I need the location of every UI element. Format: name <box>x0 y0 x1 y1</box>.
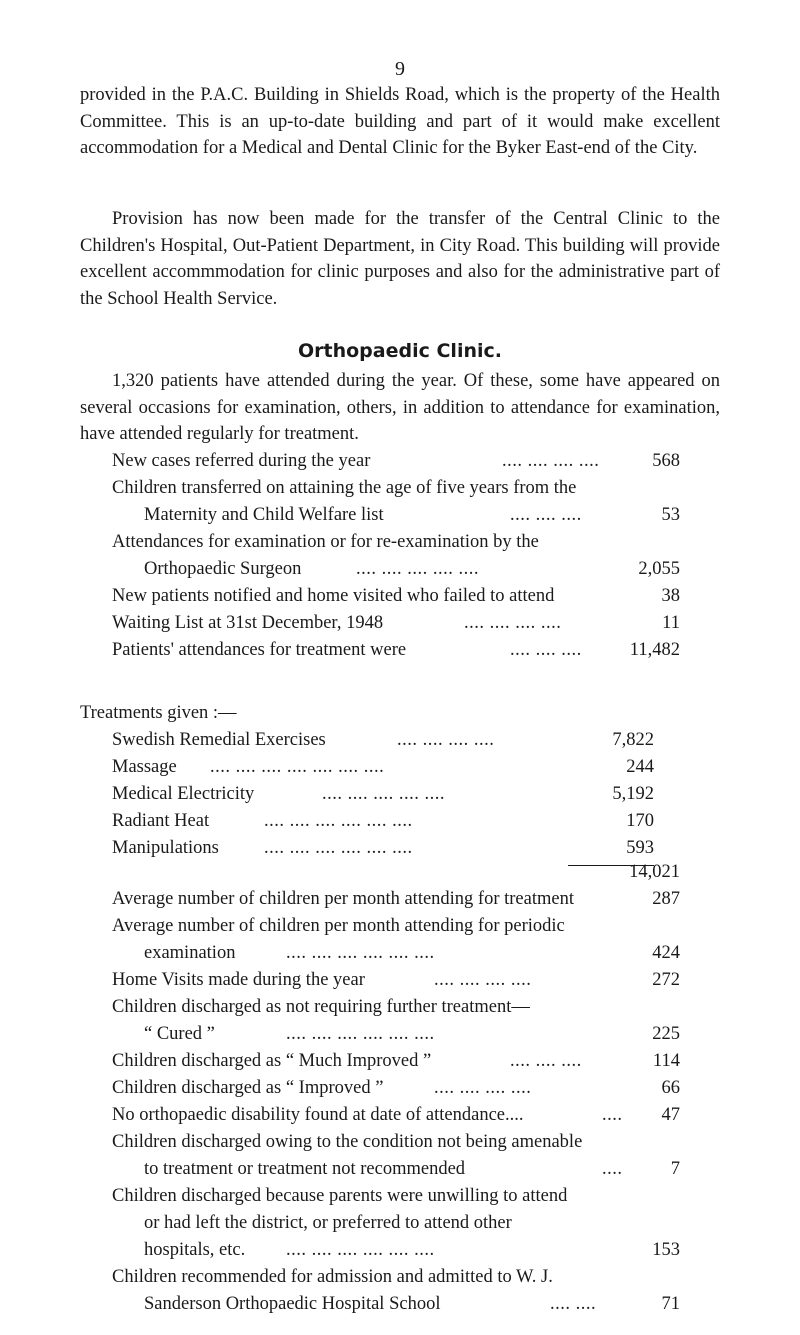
outcome-value: 272 <box>652 970 680 990</box>
outcome-label: Children discharged owing to the condition not being amenable <box>112 1132 583 1152</box>
outcome-label: Children discharged as “ Improved ” <box>112 1078 384 1098</box>
treatment-row <box>112 835 654 862</box>
page-number: 9 <box>395 58 405 80</box>
outcome-label: Children recommended for admission and admitted to W. J. <box>112 1267 553 1287</box>
leader-dots: .... .... .... .... <box>434 970 532 990</box>
outcome-row <box>112 1183 680 1264</box>
treatment-row <box>112 727 654 754</box>
stat-label-cont: Maternity and Child Welfare list <box>144 505 384 525</box>
stat-value: 53 <box>661 505 680 525</box>
leader-dots: .... .... <box>550 1294 597 1314</box>
outcome-label-cont: or had left the district, or preferred to attend other <box>144 1213 512 1233</box>
treatment-value: 7,822 <box>612 730 654 750</box>
outcome-label: Home Visits made during the year <box>112 970 365 990</box>
outcome-label: No orthopaedic disability found at date of attendance.... <box>112 1105 524 1125</box>
leader-dots: .... .... .... .... <box>464 613 562 633</box>
outcome-row <box>112 886 680 913</box>
stat-label: New cases referred during the year <box>112 451 371 471</box>
stat-row <box>112 637 680 664</box>
leader-dots: .... .... .... .... .... .... <box>264 838 413 858</box>
treatment-label: Swedish Remedial Exercises <box>112 730 326 750</box>
outcome-label: Children discharged as “ Much Improved ” <box>112 1051 432 1071</box>
leader-dots: .... .... .... .... .... <box>322 784 445 804</box>
treatment-row <box>112 808 654 835</box>
treatment-row <box>112 754 654 781</box>
treatments-heading: Treatments given :— <box>80 703 237 723</box>
stat-row <box>112 610 680 637</box>
outcome-value: 114 <box>652 1051 680 1071</box>
outcome-row <box>112 1129 680 1183</box>
treatments-total-row <box>600 859 680 886</box>
leader-dots: .... .... .... <box>510 640 582 660</box>
leader-dots: .... .... .... .... .... .... <box>286 1240 435 1260</box>
stat-value: 2,055 <box>638 559 680 579</box>
stat-label: Attendances for examination or for re-examination by the <box>112 532 539 552</box>
stat-value: 568 <box>652 451 680 471</box>
outcome-value: 47 <box>661 1105 680 1125</box>
outcome-value: 7 <box>670 1159 680 1179</box>
outcome-label-cont: hospitals, etc. <box>144 1240 246 1260</box>
stat-row <box>112 583 680 610</box>
intro-paragraph-2: Provision has now been made for the transfer of the Central Clinic to the Children's Hospital, Out-Patient Department, in City Road. This building will provide excellent accommmodation for clinic purposes and also for the administrative part of the School Health Service. <box>80 209 720 309</box>
outcome-label: Average number of children per month attending for treatment <box>112 889 574 909</box>
outcome-label-cont: examination <box>144 943 236 963</box>
leader-dots: .... .... .... .... .... <box>356 559 479 579</box>
leader-dots: .... .... .... .... <box>397 730 495 750</box>
treatment-value: 593 <box>626 838 654 858</box>
stat-label: Patients' attendances for treatment were <box>112 640 407 660</box>
stat-value: 11 <box>662 613 680 633</box>
leader-dots: .... .... .... .... .... .... <box>286 943 435 963</box>
stat-label: Children transferred on attaining the age of five years from the <box>112 478 577 498</box>
outcome-label: Children discharged because parents were unwilling to attend <box>112 1186 568 1206</box>
treatment-label: Medical Electricity <box>112 784 255 804</box>
outcome-value: 66 <box>661 1078 680 1098</box>
outcome-value: 287 <box>652 889 680 909</box>
leader-dots: .... .... .... .... <box>434 1078 532 1098</box>
stat-value: 38 <box>661 586 680 606</box>
leader-dots: .... .... .... .... .... .... <box>264 811 413 831</box>
stat-label: Waiting List at 31st December, 1948 <box>112 613 384 633</box>
treatment-label: Manipulations <box>112 838 219 858</box>
outcome-row <box>112 913 680 967</box>
outcome-label-cont: to treatment or treatment not recommended <box>144 1159 466 1179</box>
treatment-label: Massage <box>112 757 177 777</box>
section-heading: Orthopaedic Clinic. <box>298 340 502 362</box>
outcome-label: Average number of children per month attending for periodic <box>112 916 565 936</box>
outcome-row <box>112 1048 680 1075</box>
leader-dots: .... .... .... .... <box>502 451 600 471</box>
leader-dots: .... <box>602 1105 623 1125</box>
outcome-row <box>112 1075 680 1102</box>
outcome-row <box>112 967 680 994</box>
outcome-label: Children discharged as not requiring further treatment— <box>112 997 530 1017</box>
leader-dots: .... .... .... .... .... .... <box>286 1024 435 1044</box>
leader-dots: .... .... .... <box>510 505 582 525</box>
stat-row <box>112 529 680 583</box>
outcome-value: 71 <box>661 1294 680 1314</box>
outcome-row <box>112 1102 680 1129</box>
treatment-label: Radiant Heat <box>112 811 210 831</box>
leader-dots: .... .... .... <box>510 1051 582 1071</box>
treatment-value: 5,192 <box>612 784 654 804</box>
outcome-value: 153 <box>652 1240 680 1260</box>
stat-label-cont: Orthopaedic Surgeon <box>144 559 302 579</box>
leader-dots: .... .... .... .... .... .... .... <box>210 757 385 777</box>
outcome-row <box>112 994 680 1048</box>
outcome-label-cont: Sanderson Orthopaedic Hospital School <box>144 1294 441 1314</box>
treatment-value: 244 <box>626 757 654 777</box>
section-intro: 1,320 patients have attended during the year. Of these, some have appeared on several occasions for examination, others, in addition to attendance for examination, have attended regularly for treatment. <box>80 371 720 444</box>
treatments-total: 14,021 <box>629 862 680 882</box>
outcome-value: 225 <box>652 1024 680 1044</box>
stat-value: 11,482 <box>629 640 680 660</box>
stat-row <box>112 475 680 529</box>
intro-paragraph-1: provided in the P.A.C. Building in Shields Road, which is the property of the Health Committee. This is an up-to-date building and part of it would make excellent accommodation for a Medical and Dental Clinic for the Byker East-end of the City. <box>80 85 720 158</box>
treatment-row <box>112 781 654 808</box>
outcome-row <box>112 1264 680 1318</box>
outcome-value: 424 <box>652 943 680 963</box>
outcome-label-cont: “ Cured ” <box>144 1024 215 1044</box>
treatment-value: 170 <box>626 811 654 831</box>
stat-label: New patients notified and home visited who failed to attend <box>112 586 555 606</box>
stat-row <box>112 448 680 475</box>
leader-dots: .... <box>602 1159 623 1179</box>
